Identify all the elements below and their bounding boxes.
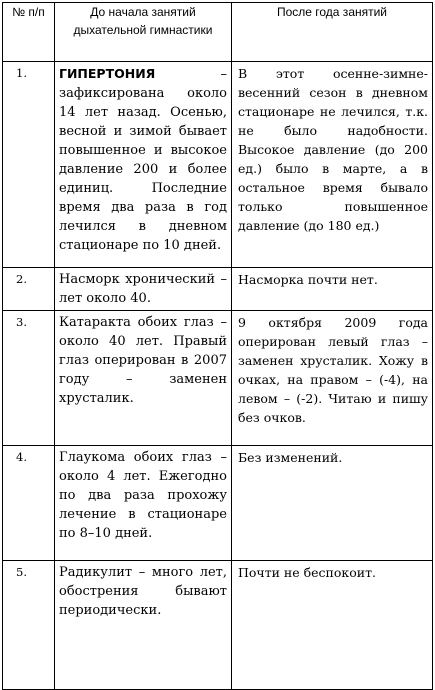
- before-cell: Радикулит – много лет, обострения бывают периодически.: [55, 561, 232, 690]
- table-header-row: [3, 3, 433, 62]
- table-row: [3, 268, 433, 311]
- row-number: 4.: [3, 446, 55, 561]
- row-number: 3.: [3, 311, 55, 446]
- before-cell: Насморк хронический – лет около 40.: [55, 268, 232, 311]
- after-cell: Почти не беспокоит.: [232, 561, 433, 690]
- row-number: 1.: [3, 62, 55, 268]
- table-row: [3, 62, 433, 268]
- after-cell: В этот осенне-зимне-весенний сезон в дневном стационаре не лечился, т.к. не было надобности. Высокое давление (до 200 ед.) было в марте, а в остальное время бывало только повышенное давление (до 180 ед.): [232, 62, 433, 268]
- header-after: После года занятий: [232, 3, 433, 62]
- row-number: 5.: [3, 561, 55, 690]
- header-before: До начала занятий дыхательной гимнастики: [55, 3, 232, 62]
- before-cell: [55, 62, 232, 268]
- table-row: [3, 311, 433, 446]
- disease-name: ГИПЕРТОНИЯ: [59, 66, 156, 81]
- table-row: [3, 561, 433, 690]
- before-text: – зафиксирована около 14 лет назад. Осенью, весной и зимой бывает повышенное и высокое давление 200 и более единиц. Последние время два раза в год лечился в дневном стационаре по 10 дней.: [59, 67, 227, 253]
- after-cell: 9 октября 2009 года оперирован левый глаз – заменен хрусталик. Хожу в очках, на правом – (-4), на левом – (-2). Читаю и пишу без очков.: [232, 311, 433, 446]
- row-number: 2.: [3, 268, 55, 311]
- after-cell: Насморка почти нет.: [232, 268, 433, 311]
- after-cell: Без изменений.: [232, 446, 433, 561]
- before-cell: Катаракта обоих глаз – около 40 лет. Правый глаз оперирован в 2007 году – заменен хрусталик.: [55, 311, 232, 446]
- comparison-table: [2, 2, 433, 690]
- header-num: № п/п: [3, 3, 55, 62]
- table-row: [3, 446, 433, 561]
- before-cell: Глаукома обоих глаз – около 4 лет. Ежегодно по два раза прохожу лечение в стационаре по 8–10 дней.: [55, 446, 232, 561]
